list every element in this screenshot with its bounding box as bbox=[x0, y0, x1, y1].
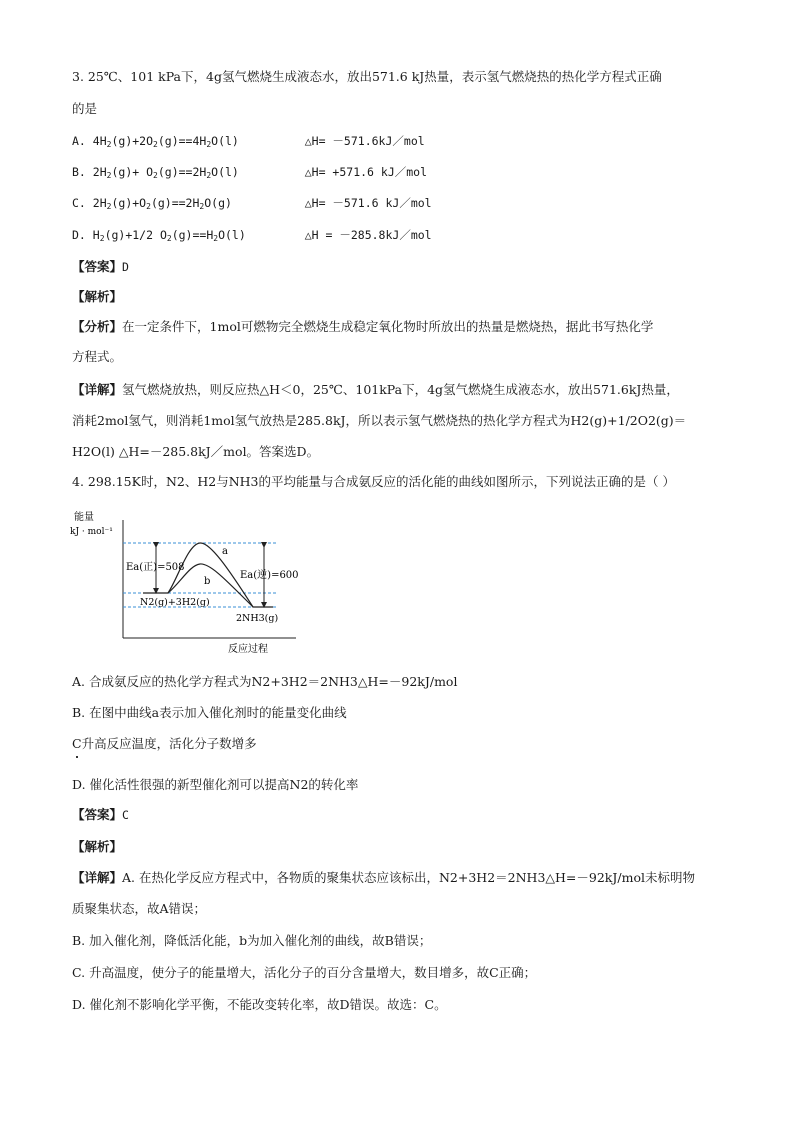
option-label: B. bbox=[72, 165, 86, 179]
product-label: 2NH3(g) bbox=[236, 613, 279, 624]
y-axis-label-2: kJ · mol⁻¹ bbox=[70, 527, 113, 537]
detail-tag: 【详解】 bbox=[72, 382, 123, 397]
reactants-label: N2(g)+3H2(g) bbox=[140, 597, 210, 608]
q4-option-a: A. 合成氨反应的热化学方程式为N2+3H2＝2NH3△H=－92kJ/mol bbox=[72, 674, 458, 689]
q4-detail-line3: B. 加入催化剂，降低活化能，b为加入催化剂的曲线，故B错误； bbox=[72, 933, 432, 948]
q4-detail-line5: D. 催化剂不影响化学平衡，不能改变转化率，故D错误。故选：C。 bbox=[72, 997, 447, 1012]
q3-fenxi-line2: 方程式。 bbox=[72, 349, 123, 364]
q3-detail-line1 bbox=[72, 381, 679, 399]
q3-analysis-tag: 【解析】 bbox=[72, 289, 123, 304]
q4-option-d: D. 催化活性很强的新型催化剂可以提高N2的转化率 bbox=[72, 777, 359, 792]
option-label: A. bbox=[72, 134, 86, 148]
option-equation: $2H_2(g)+O_2(g)==2H_2O(g)$ bbox=[92, 196, 232, 211]
option-enthalpy: △H= －571.6kJ／mol bbox=[304, 134, 425, 148]
q4-option-b: B. 在图中曲线a表示加入催化剂时的能量变化曲线 bbox=[72, 705, 347, 720]
answer-value: D bbox=[122, 260, 129, 274]
q4-stem: 4. 298.15K时，N2、H2与NH3的平均能量与合成氨反应的活化能的曲线如图所示，下列说法正确的是（ ） bbox=[72, 474, 675, 489]
option-equation: $4H_2(g)+2O_2(g)==4H_2O(l)$ bbox=[92, 134, 239, 149]
option-equation: $H_2(g)+1/2$ $O_2(g)==H_2O(l)$ bbox=[92, 228, 246, 243]
option-enthalpy: △H= +571.6 kJ／mol bbox=[304, 165, 428, 179]
detail-text: A. 在热化学反应方程式中，各物质的聚集状态应该标出，N2+3H2＝2NH3△H=－92kJ/mol未标明物 bbox=[122, 870, 695, 885]
curve-a-label: a bbox=[222, 546, 228, 557]
q3-fenxi-line1 bbox=[72, 318, 653, 336]
q3-option-a bbox=[72, 132, 425, 154]
q3-detail-line3: H2O(l) △H=－285.8kJ／mol。答案选D。 bbox=[72, 444, 320, 459]
detail-tag: 【详解】 bbox=[72, 870, 123, 885]
ea-forward-label: Ea(正)=508 bbox=[126, 562, 185, 573]
energy-diagram-svg bbox=[68, 508, 298, 658]
q3-option-c bbox=[72, 194, 432, 216]
q3-option-d bbox=[72, 226, 432, 248]
q3-detail-line2: 消耗2mol氢气，则消耗1mol氢气放热是285.8kJ，所以表示氢气燃烧热的热化学方程式为H2(g)+1/2O2(g)＝ bbox=[72, 413, 687, 428]
q3-answer bbox=[72, 258, 129, 276]
option-label: D. bbox=[72, 228, 86, 242]
x-axis-label: 反应过程 bbox=[228, 644, 268, 655]
y-axis-label-1: 能量 bbox=[74, 512, 94, 523]
option-equation: $2H_2(g)+ O_2(g)==2H_2O(l)$ bbox=[92, 165, 239, 180]
q4-detail-line1 bbox=[72, 869, 695, 887]
stray-dot bbox=[76, 756, 78, 758]
fenxi-text: 在一定条件下，1mol可燃物完全燃烧生成稳定氧化物时所放出的热量是燃烧热，据此书写热化学 bbox=[122, 319, 654, 334]
q3-stem-line2: 的是 bbox=[72, 101, 98, 116]
q4-answer bbox=[72, 806, 129, 824]
curve-b-label: b bbox=[204, 576, 211, 587]
q4-detail-line4: C. 升高温度，使分子的能量增大，活化分子的百分含量增大，数目增多，故C正确； bbox=[72, 965, 537, 980]
option-enthalpy: △H = －285.8kJ／mol bbox=[304, 228, 432, 242]
detail-text: 氢气燃烧放热，则反应热△H＜0，25℃、101kPa下，4g氢气燃烧生成液态水，放出571.6kJ热量， bbox=[122, 382, 679, 397]
fenxi-tag: 【分析】 bbox=[72, 319, 123, 334]
q4-analysis-tag: 【解析】 bbox=[72, 839, 123, 854]
q4-option-c: C升高反应温度，活化分子数增多 bbox=[72, 736, 257, 751]
q3-option-b bbox=[72, 163, 427, 185]
q4-detail-line2: 质聚集状态，故A错误； bbox=[72, 901, 207, 916]
energy-diagram bbox=[68, 508, 298, 658]
answer-tag: 【答案】 bbox=[72, 807, 123, 822]
ea-reverse-label: Ea(逆)=600 bbox=[240, 570, 298, 581]
q3-stem-line1: 3. 25℃、101 kPa下，4g氢气燃烧生成液态水，放出571.6 kJ热量，表示氢气燃烧热的热化学方程式正确 bbox=[72, 69, 662, 84]
answer-value: C bbox=[122, 808, 129, 822]
option-label: C. bbox=[72, 196, 86, 210]
option-enthalpy: △H= －571.6 kJ／mol bbox=[304, 196, 432, 210]
answer-tag: 【答案】 bbox=[72, 259, 123, 274]
